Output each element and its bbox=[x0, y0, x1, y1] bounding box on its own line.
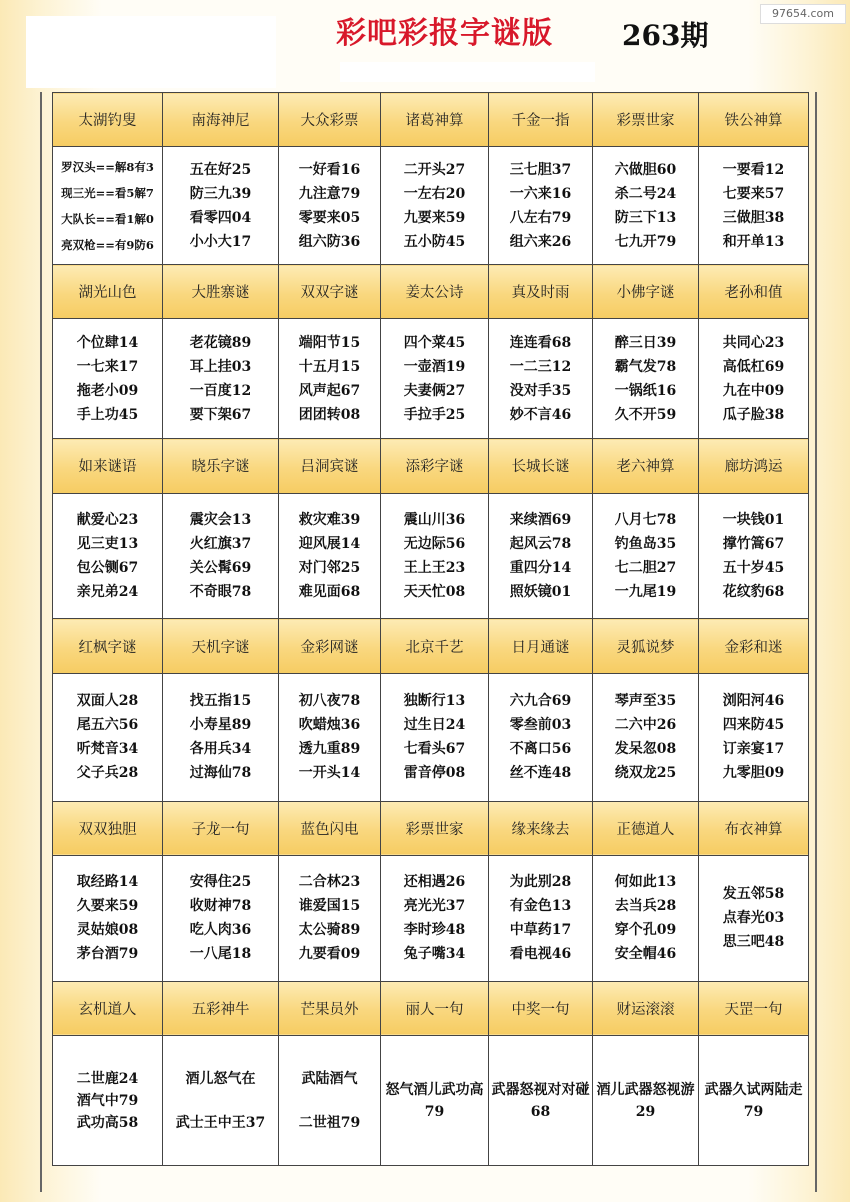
column-header: 中奖一句 bbox=[489, 981, 593, 1035]
prediction-cell bbox=[53, 493, 163, 619]
prediction-line: 亲兄弟24 bbox=[76, 583, 139, 600]
column-header: 子龙一句 bbox=[163, 801, 279, 855]
prediction-line: 零叁前03 bbox=[509, 717, 572, 734]
column-header: 大众彩票 bbox=[279, 93, 381, 147]
column-header: 太湖钓叟 bbox=[53, 93, 163, 147]
prediction-cell bbox=[699, 493, 809, 619]
prediction-cell bbox=[381, 319, 489, 439]
prediction-line: 五在好25 bbox=[189, 161, 252, 178]
prediction-line: 十五月15 bbox=[298, 358, 361, 375]
prediction-line: 谁爱国15 bbox=[298, 898, 361, 915]
prediction-cell bbox=[163, 1036, 279, 1166]
column-header: 双双字谜 bbox=[279, 265, 381, 319]
column-header: 千金一指 bbox=[489, 93, 593, 147]
issue-number: 263期 bbox=[622, 19, 709, 52]
prediction-line: 零要来05 bbox=[298, 209, 361, 226]
prediction-line: 七九开79 bbox=[614, 233, 677, 250]
column-header: 天罡一句 bbox=[699, 981, 809, 1035]
column-header: 南海神尼 bbox=[163, 93, 279, 147]
prediction-cell bbox=[279, 319, 381, 439]
prediction-line: 二世鹿24 bbox=[76, 1070, 139, 1087]
prediction-line: 一六来16 bbox=[509, 185, 572, 202]
column-header: 布衣神算 bbox=[699, 801, 809, 855]
prediction-cell bbox=[489, 1036, 593, 1166]
prediction-line: 共同心23 bbox=[722, 334, 785, 351]
prediction-line: 团团转08 bbox=[298, 406, 361, 423]
header-row bbox=[53, 619, 809, 673]
riddle-table-body bbox=[53, 93, 809, 1166]
prediction-line: 天天忙08 bbox=[403, 583, 466, 600]
column-header: 红枫字谜 bbox=[53, 619, 163, 673]
prediction-line: 八月七78 bbox=[614, 511, 677, 528]
prediction-line: 一要看12 bbox=[722, 161, 785, 178]
prediction-line: 琴声至35 bbox=[614, 693, 677, 710]
prediction-cell bbox=[279, 855, 381, 981]
prediction-line: 见三吏13 bbox=[76, 535, 139, 552]
prediction-cell bbox=[53, 673, 163, 801]
prediction-line: 包公铡67 bbox=[76, 559, 139, 576]
prediction-line: 酒儿武器怒视游29 bbox=[596, 1081, 695, 1120]
prediction-line: 杀二号24 bbox=[614, 185, 677, 202]
prediction-line: 酒气中79 bbox=[76, 1092, 139, 1109]
prediction-line: 一八尾18 bbox=[189, 946, 252, 963]
prediction-cell bbox=[53, 147, 163, 265]
prediction-cell bbox=[593, 147, 699, 265]
prediction-line: 手拉手25 bbox=[403, 406, 466, 423]
prediction-line: 大队长==看1解0 bbox=[61, 211, 154, 226]
prediction-line: 中草药17 bbox=[509, 922, 572, 939]
prediction-line: 手上功45 bbox=[76, 406, 139, 423]
prediction-line: 亮双枪==有9防6 bbox=[61, 237, 154, 252]
prediction-cell bbox=[279, 673, 381, 801]
column-header: 添彩字谜 bbox=[381, 439, 489, 493]
prediction-row bbox=[53, 147, 809, 265]
column-header: 小佛字谜 bbox=[593, 265, 699, 319]
prediction-line: 和开单13 bbox=[722, 233, 785, 250]
column-header: 芒果员外 bbox=[279, 981, 381, 1035]
prediction-line: 九要来59 bbox=[403, 209, 466, 226]
column-header: 天机字谜 bbox=[163, 619, 279, 673]
prediction-line: 难见面68 bbox=[298, 583, 361, 600]
blank-panel bbox=[26, 16, 276, 88]
column-header: 湖光山色 bbox=[53, 265, 163, 319]
prediction-line: 连连看68 bbox=[509, 334, 572, 351]
prediction-line: 兔子嘴34 bbox=[403, 946, 466, 963]
prediction-line: 点春光03 bbox=[722, 910, 785, 927]
prediction-line: 双面人28 bbox=[76, 693, 139, 710]
prediction-line: 五十岁45 bbox=[722, 559, 785, 576]
prediction-line: 风声起67 bbox=[298, 382, 361, 399]
prediction-line: 一好看16 bbox=[298, 161, 361, 178]
prediction-cell bbox=[381, 147, 489, 265]
prediction-line: 高低杠69 bbox=[722, 358, 785, 375]
column-header: 财运滚滚 bbox=[593, 981, 699, 1035]
prediction-line: 去当兵28 bbox=[614, 898, 677, 915]
column-header: 吕洞宾谜 bbox=[279, 439, 381, 493]
column-header: 彩票世家 bbox=[381, 801, 489, 855]
prediction-cell bbox=[381, 855, 489, 981]
prediction-line: 茅台酒79 bbox=[76, 946, 139, 963]
prediction-line: 六九合69 bbox=[509, 693, 572, 710]
prediction-line: 组六防36 bbox=[298, 233, 361, 250]
prediction-line: 雷音停08 bbox=[403, 765, 466, 782]
prediction-line: 听梵音34 bbox=[76, 741, 139, 758]
prediction-line: 有金色13 bbox=[509, 898, 572, 915]
prediction-line: 不离口56 bbox=[509, 741, 572, 758]
prediction-line: 醉三日39 bbox=[614, 334, 677, 351]
prediction-row bbox=[53, 493, 809, 619]
prediction-line: 要下架67 bbox=[189, 406, 252, 423]
prediction-line: 对门邻25 bbox=[298, 559, 361, 576]
prediction-cell bbox=[279, 1036, 381, 1166]
prediction-line: 小寿星89 bbox=[189, 717, 252, 734]
prediction-line: 无边际56 bbox=[403, 535, 466, 552]
prediction-line: 各用兵34 bbox=[189, 741, 252, 758]
prediction-line: 发五邻58 bbox=[722, 886, 785, 903]
prediction-line: 端阳节15 bbox=[298, 334, 361, 351]
prediction-line: 来续酒69 bbox=[509, 511, 572, 528]
prediction-line: 订亲宴17 bbox=[722, 741, 785, 758]
prediction-line: 武陆酒气 bbox=[301, 1070, 358, 1087]
column-header: 灵狐说梦 bbox=[593, 619, 699, 673]
prediction-line: 五小防45 bbox=[403, 233, 466, 250]
prediction-line: 一锅纸16 bbox=[614, 382, 677, 399]
column-header: 丽人一句 bbox=[381, 981, 489, 1035]
prediction-line: 武功高58 bbox=[76, 1114, 139, 1131]
prediction-line: 照妖镜01 bbox=[509, 583, 572, 600]
prediction-line: 关公髯69 bbox=[189, 559, 252, 576]
column-header: 老六神算 bbox=[593, 439, 699, 493]
prediction-line: 一二三12 bbox=[509, 358, 572, 375]
prediction-line: 震灾会13 bbox=[189, 511, 252, 528]
prediction-line: 防三九39 bbox=[189, 185, 252, 202]
prediction-cell bbox=[699, 855, 809, 981]
prediction-line: 独断行13 bbox=[403, 693, 466, 710]
prediction-line: 李时珍48 bbox=[403, 922, 466, 939]
prediction-cell bbox=[489, 673, 593, 801]
header-row bbox=[53, 439, 809, 493]
prediction-line: 吃人肉36 bbox=[189, 922, 252, 939]
header-row bbox=[53, 801, 809, 855]
prediction-line: 六做胆60 bbox=[614, 161, 677, 178]
prediction-line: 老花镜89 bbox=[189, 334, 252, 351]
prediction-line: 三做胆38 bbox=[722, 209, 785, 226]
prediction-cell bbox=[593, 319, 699, 439]
prediction-line: 过海仙78 bbox=[189, 765, 252, 782]
prediction-cell bbox=[381, 673, 489, 801]
prediction-line: 小小大17 bbox=[189, 233, 252, 250]
column-header: 诸葛神算 bbox=[381, 93, 489, 147]
prediction-line: 九在中09 bbox=[722, 382, 785, 399]
prediction-line: 献爱心23 bbox=[76, 511, 139, 528]
column-header: 铁公神算 bbox=[699, 93, 809, 147]
prediction-cell bbox=[53, 1036, 163, 1166]
prediction-line: 震山川36 bbox=[403, 511, 466, 528]
column-header: 金彩和迷 bbox=[699, 619, 809, 673]
column-header: 金彩网谜 bbox=[279, 619, 381, 673]
prediction-line: 九零胆09 bbox=[722, 765, 785, 782]
header-row bbox=[53, 93, 809, 147]
column-header: 廊坊鸿运 bbox=[699, 439, 809, 493]
prediction-cell bbox=[593, 493, 699, 619]
prediction-row bbox=[53, 855, 809, 981]
prediction-line: 四来防45 bbox=[722, 717, 785, 734]
prediction-line: 找五指15 bbox=[189, 693, 252, 710]
prediction-line: 七看头67 bbox=[403, 741, 466, 758]
prediction-line: 为此别28 bbox=[509, 874, 572, 891]
site-watermark: 97654.com bbox=[760, 4, 846, 24]
prediction-line: 看电视46 bbox=[509, 946, 572, 963]
prediction-line: 火红旗37 bbox=[189, 535, 252, 552]
column-header: 老孙和值 bbox=[699, 265, 809, 319]
prediction-line: 拖老小09 bbox=[76, 382, 139, 399]
page-title: 彩吧彩报字谜版 bbox=[336, 16, 553, 51]
prediction-line: 撑竹篙67 bbox=[722, 535, 785, 552]
prediction-cell bbox=[163, 855, 279, 981]
prediction-line: 酒儿怒气在 bbox=[185, 1070, 256, 1087]
left-border-line bbox=[40, 92, 42, 1192]
prediction-cell bbox=[489, 855, 593, 981]
prediction-line: 瓜子脸38 bbox=[722, 406, 785, 423]
prediction-cell bbox=[53, 319, 163, 439]
prediction-cell bbox=[699, 147, 809, 265]
prediction-line: 九要看09 bbox=[298, 946, 361, 963]
prediction-line: 父子兵28 bbox=[76, 765, 139, 782]
prediction-line: 安全帽46 bbox=[614, 946, 677, 963]
prediction-cell bbox=[163, 673, 279, 801]
column-header: 真及时雨 bbox=[489, 265, 593, 319]
prediction-row bbox=[53, 1036, 809, 1166]
prediction-line: 重四分14 bbox=[509, 559, 572, 576]
prediction-line: 穿个孔09 bbox=[614, 922, 677, 939]
prediction-line: 组六来26 bbox=[509, 233, 572, 250]
prediction-line: 没对手35 bbox=[509, 382, 572, 399]
prediction-line: 个位肆14 bbox=[76, 334, 139, 351]
prediction-line: 妙不言46 bbox=[509, 406, 572, 423]
prediction-cell bbox=[699, 673, 809, 801]
prediction-line: 发呆忽08 bbox=[614, 741, 677, 758]
column-header: 日月通谜 bbox=[489, 619, 593, 673]
prediction-line: 二六中26 bbox=[614, 717, 677, 734]
prediction-line: 收财神78 bbox=[189, 898, 252, 915]
prediction-line: 钓鱼岛35 bbox=[614, 535, 677, 552]
blank-bar bbox=[340, 62, 595, 82]
column-header: 正德道人 bbox=[593, 801, 699, 855]
column-header: 如来谜语 bbox=[53, 439, 163, 493]
column-header: 蓝色闪电 bbox=[279, 801, 381, 855]
prediction-line: 怒气酒儿武功高79 bbox=[385, 1081, 484, 1120]
column-header: 玄机道人 bbox=[53, 981, 163, 1035]
prediction-line: 四个菜45 bbox=[403, 334, 466, 351]
column-header: 晓乐字谜 bbox=[163, 439, 279, 493]
prediction-line: 亮光光37 bbox=[403, 898, 466, 915]
prediction-line: 二合林23 bbox=[298, 874, 361, 891]
prediction-line: 太公骑89 bbox=[298, 922, 361, 939]
prediction-cell bbox=[381, 493, 489, 619]
prediction-line: 夫妻俩27 bbox=[403, 382, 466, 399]
prediction-cell bbox=[163, 319, 279, 439]
prediction-line: 九注意79 bbox=[298, 185, 361, 202]
prediction-cell bbox=[163, 493, 279, 619]
column-header: 双双独胆 bbox=[53, 801, 163, 855]
prediction-line: 看零四04 bbox=[189, 209, 252, 226]
prediction-row bbox=[53, 319, 809, 439]
prediction-line: 二开头27 bbox=[403, 161, 466, 178]
prediction-line: 浏阳河46 bbox=[722, 693, 785, 710]
prediction-cell bbox=[699, 1036, 809, 1166]
prediction-cell bbox=[489, 147, 593, 265]
prediction-line: 不奇眼78 bbox=[189, 583, 252, 600]
prediction-line: 绕双龙25 bbox=[614, 765, 677, 782]
prediction-line: 现三光==看5解7 bbox=[61, 185, 154, 200]
prediction-line: 耳上挂03 bbox=[189, 358, 252, 375]
prediction-line: 武士王中王37 bbox=[175, 1114, 266, 1131]
column-header: 姜太公诗 bbox=[381, 265, 489, 319]
prediction-cell bbox=[53, 855, 163, 981]
prediction-line: 罗汉头==解8有3 bbox=[61, 159, 154, 174]
prediction-cell bbox=[279, 147, 381, 265]
prediction-cell bbox=[593, 673, 699, 801]
prediction-cell bbox=[699, 319, 809, 439]
column-header: 彩票世家 bbox=[593, 93, 699, 147]
prediction-line bbox=[163, 1090, 278, 1112]
prediction-line: 一壶酒19 bbox=[403, 358, 466, 375]
prediction-line: 还相遇26 bbox=[403, 874, 466, 891]
prediction-line: 何如此13 bbox=[614, 874, 677, 891]
prediction-line: 一百度12 bbox=[189, 382, 252, 399]
prediction-line: 一块钱01 bbox=[722, 511, 785, 528]
prediction-line: 防三下13 bbox=[614, 209, 677, 226]
prediction-line: 花纹豹68 bbox=[722, 583, 785, 600]
prediction-line: 三七胆37 bbox=[509, 161, 572, 178]
prediction-line: 一九尾19 bbox=[614, 583, 677, 600]
prediction-cell bbox=[163, 147, 279, 265]
prediction-line: 七要来57 bbox=[722, 185, 785, 202]
prediction-line: 过生日24 bbox=[403, 717, 466, 734]
column-header: 五彩神牛 bbox=[163, 981, 279, 1035]
prediction-line: 七二胆27 bbox=[614, 559, 677, 576]
prediction-cell bbox=[279, 493, 381, 619]
prediction-line: 一七来17 bbox=[76, 358, 139, 375]
prediction-line: 起风云78 bbox=[509, 535, 572, 552]
prediction-cell bbox=[593, 1036, 699, 1166]
prediction-cell bbox=[593, 855, 699, 981]
prediction-line: 初八夜78 bbox=[298, 693, 361, 710]
header-row bbox=[53, 981, 809, 1035]
prediction-line: 八左右79 bbox=[509, 209, 572, 226]
column-header: 长城长谜 bbox=[489, 439, 593, 493]
prediction-line: 救灾难39 bbox=[298, 511, 361, 528]
prediction-cell bbox=[381, 1036, 489, 1166]
prediction-line: 霸气发78 bbox=[614, 358, 677, 375]
prediction-line bbox=[279, 1090, 380, 1112]
prediction-line: 武器久试两陆走79 bbox=[704, 1081, 803, 1120]
prediction-line: 迎风展14 bbox=[298, 535, 361, 552]
prediction-cell bbox=[489, 493, 593, 619]
prediction-line: 取经路14 bbox=[76, 874, 139, 891]
column-header: 缘来缘去 bbox=[489, 801, 593, 855]
header-row bbox=[53, 265, 809, 319]
right-border-line bbox=[815, 92, 817, 1192]
prediction-line: 久不开59 bbox=[614, 406, 677, 423]
prediction-line: 丝不连48 bbox=[509, 765, 572, 782]
prediction-line: 武器怒视对对碰68 bbox=[491, 1081, 590, 1120]
prediction-line: 灵姑娘08 bbox=[76, 922, 139, 939]
prediction-line: 吹蜡烛36 bbox=[298, 717, 361, 734]
prediction-line: 久要来59 bbox=[76, 898, 139, 915]
riddle-table bbox=[52, 92, 809, 1166]
column-header: 北京千艺 bbox=[381, 619, 489, 673]
prediction-line: 安得住25 bbox=[189, 874, 252, 891]
prediction-line: 一左右20 bbox=[403, 185, 466, 202]
column-header: 大胜寨谜 bbox=[163, 265, 279, 319]
prediction-line: 一开头14 bbox=[298, 765, 361, 782]
prediction-line: 思三吧48 bbox=[722, 934, 785, 951]
prediction-line: 王上王23 bbox=[403, 559, 466, 576]
prediction-line: 二世祖79 bbox=[298, 1114, 361, 1131]
prediction-line: 透九重89 bbox=[298, 741, 361, 758]
prediction-cell bbox=[489, 319, 593, 439]
prediction-line: 尾五六56 bbox=[76, 717, 139, 734]
prediction-row bbox=[53, 673, 809, 801]
